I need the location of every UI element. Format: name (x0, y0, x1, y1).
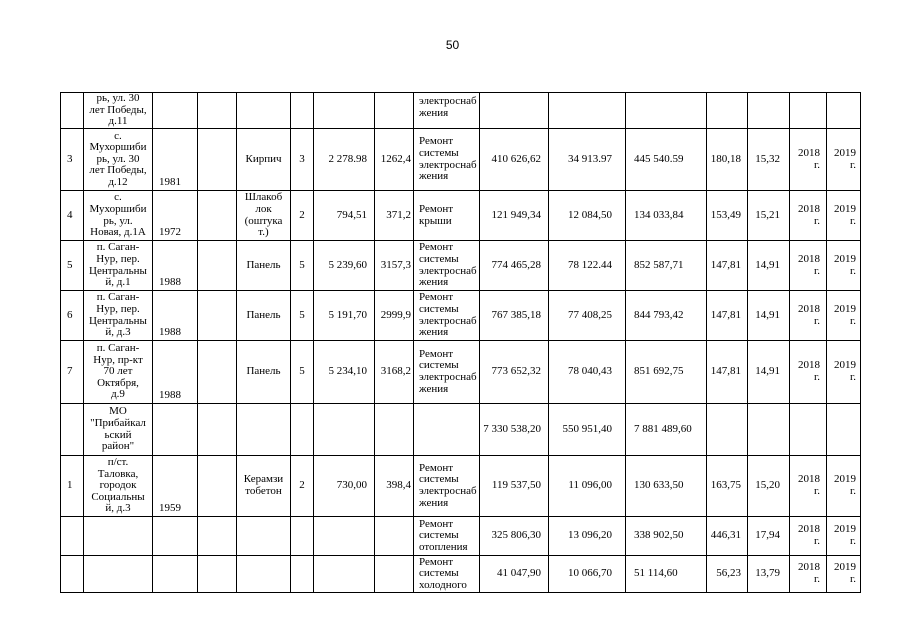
cell-rate: 15,32 (748, 129, 790, 191)
cell-cost-2: 78 122.44 (549, 241, 626, 291)
cell-address: рь, ул. 30 лет Победы, д.11 (84, 93, 153, 129)
cell-year-start: 2018 г. (790, 241, 827, 291)
cell-wall-material: Керамзи тобетон (237, 456, 291, 517)
cell-wall-material: Панель (237, 341, 291, 404)
table-row (61, 191, 861, 241)
cell-cost-2: 13 096,20 (549, 517, 626, 556)
cell-cost-1: 767 385,18 (480, 291, 549, 341)
cell-area-2 (375, 517, 414, 556)
cell-work-type: Ремонт системы электроснаб жения (414, 129, 480, 191)
cell-year-built (153, 556, 198, 593)
cell-address: с. Мухоршиби рь, ул. 30 лет Победы, д.12 (84, 129, 153, 191)
cell-blank (198, 404, 237, 456)
cell-year-end: 2019 г. (827, 517, 861, 556)
cell-year-start: 2018 г. (790, 517, 827, 556)
cell-year-built (153, 404, 198, 456)
cell-cost-per-m2: 147,81 (707, 291, 748, 341)
cell-area: 5 239,60 (314, 241, 375, 291)
cell-wall-material: Шлакоб лок (оштука т.) (237, 191, 291, 241)
cell-cost-total: 51 114,60 (626, 556, 707, 593)
cell-year-built: 1988 (153, 291, 198, 341)
cell-year-end: 2019 г. (827, 191, 861, 241)
cell-floors (291, 404, 314, 456)
cell-cost-2: 550 951,40 (549, 404, 626, 456)
cell-area-2: 3157,3 (375, 241, 414, 291)
cell-floors (291, 556, 314, 593)
cell-rate: 14,91 (748, 341, 790, 404)
cell-cost-total: 852 587,71 (626, 241, 707, 291)
cell-blank (198, 191, 237, 241)
cell-cost-per-m2: 446,31 (707, 517, 748, 556)
cell-row-number: 5 (61, 241, 84, 291)
cell-work-type: Ремонт системы электроснаб жения (414, 341, 480, 404)
table-row (61, 556, 861, 593)
cell-wall-material (237, 93, 291, 129)
cell-floors (291, 517, 314, 556)
cell-wall-material (237, 517, 291, 556)
cell-floors: 2 (291, 456, 314, 517)
cell-year-built: 1959 (153, 456, 198, 517)
cell-address: п. Саган- Нур, пр-кт 70 лет Октября, д.9 (84, 341, 153, 404)
cell-floors: 2 (291, 191, 314, 241)
cell-address: п. Саган- Нур, пер. Центральны й, д.1 (84, 241, 153, 291)
cell-floors: 5 (291, 291, 314, 341)
cell-year-built: 1972 (153, 191, 198, 241)
cell-work-type: Ремонт системы отопления (414, 517, 480, 556)
cell-year-end: 2019 г. (827, 241, 861, 291)
cell-cost-2 (549, 93, 626, 129)
cell-cost-total: 844 793,42 (626, 291, 707, 341)
cell-year-built: 1988 (153, 241, 198, 291)
cell-year-end: 2019 г. (827, 291, 861, 341)
cell-cost-2: 78 040,43 (549, 341, 626, 404)
cell-row-number: 1 (61, 456, 84, 517)
cell-floors: 5 (291, 241, 314, 291)
cell-area: 2 278.98 (314, 129, 375, 191)
cell-work-type: Ремонт системы электроснаб жения (414, 456, 480, 517)
cell-cost-1: 119 537,50 (480, 456, 549, 517)
cell-cost-per-m2: 163,75 (707, 456, 748, 517)
table-row (61, 341, 861, 404)
cell-address: п/ст. Таловка, городок Социальны й, д.3 (84, 456, 153, 517)
cell-cost-1: 7 330 538,20 (480, 404, 549, 456)
table-row (61, 241, 861, 291)
cell-wall-material (237, 556, 291, 593)
cell-year-start: 2018 г. (790, 556, 827, 593)
cell-cost-per-m2: 153,49 (707, 191, 748, 241)
cell-cost-1: 121 949,34 (480, 191, 549, 241)
cell-cost-1 (480, 93, 549, 129)
cell-wall-material: Панель (237, 241, 291, 291)
cell-address: с. Мухоршиби рь, ул. Новая, д.1А (84, 191, 153, 241)
table-body (61, 93, 861, 593)
cell-rate: 15,20 (748, 456, 790, 517)
cell-cost-total: 851 692,75 (626, 341, 707, 404)
cell-blank (198, 129, 237, 191)
cell-cost-2: 12 084,50 (549, 191, 626, 241)
cell-area-2: 3168,2 (375, 341, 414, 404)
cell-address (84, 517, 153, 556)
cell-year-built (153, 93, 198, 129)
cell-row-number (61, 517, 84, 556)
cell-year-start: 2018 г. (790, 129, 827, 191)
cell-rate: 13,79 (748, 556, 790, 593)
cell-blank (198, 456, 237, 517)
cell-floors: 5 (291, 341, 314, 404)
table-row (61, 291, 861, 341)
cell-year-end: 2019 г. (827, 456, 861, 517)
cell-rate (748, 404, 790, 456)
cell-cost-total: 130 633,50 (626, 456, 707, 517)
cell-row-number: 7 (61, 341, 84, 404)
cell-blank (198, 241, 237, 291)
cell-area-2: 371,2 (375, 191, 414, 241)
cell-year-built: 1981 (153, 129, 198, 191)
cell-cost-per-m2: 56,23 (707, 556, 748, 593)
cell-area-2: 398,4 (375, 456, 414, 517)
cell-area: 5 234,10 (314, 341, 375, 404)
cell-wall-material: Панель (237, 291, 291, 341)
cell-wall-material: Кирпич (237, 129, 291, 191)
table-row (61, 129, 861, 191)
cell-address: МО "Прибайкал ьский район" (84, 404, 153, 456)
cell-cost-per-m2: 147,81 (707, 341, 748, 404)
cell-row-number (61, 556, 84, 593)
cell-row-number: 6 (61, 291, 84, 341)
cell-work-type: электроснаб жения (414, 93, 480, 129)
cell-cost-1: 774 465,28 (480, 241, 549, 291)
cell-row-number (61, 93, 84, 129)
cell-cost-total (626, 93, 707, 129)
cell-year-end: 2019 г. (827, 341, 861, 404)
cell-year-start: 2018 г. (790, 291, 827, 341)
cell-cost-1: 773 652,32 (480, 341, 549, 404)
cell-row-number (61, 404, 84, 456)
cell-year-end: 2019 г. (827, 129, 861, 191)
data-table (60, 92, 861, 593)
cell-area-2 (375, 404, 414, 456)
cell-area-2: 2999,9 (375, 291, 414, 341)
cell-cost-1: 325 806,30 (480, 517, 549, 556)
cell-year-end (827, 404, 861, 456)
cell-work-type: Ремонт системы электроснаб жения (414, 241, 480, 291)
cell-wall-material (237, 404, 291, 456)
cell-area: 5 191,70 (314, 291, 375, 341)
cell-year-start: 2018 г. (790, 456, 827, 517)
cell-area (314, 404, 375, 456)
cell-blank (198, 341, 237, 404)
cell-work-type (414, 404, 480, 456)
cell-area-2 (375, 556, 414, 593)
cell-year-start (790, 93, 827, 129)
cell-year-built: 1988 (153, 341, 198, 404)
cell-cost-1: 41 047,90 (480, 556, 549, 593)
cell-area (314, 517, 375, 556)
cell-cost-1: 410 626,62 (480, 129, 549, 191)
cell-row-number: 4 (61, 191, 84, 241)
table-row-district-total (61, 404, 861, 456)
cell-rate: 15,21 (748, 191, 790, 241)
cell-cost-total: 445 540.59 (626, 129, 707, 191)
cell-cost-2: 11 096,00 (549, 456, 626, 517)
cell-rate (748, 93, 790, 129)
cell-cost-total: 7 881 489,60 (626, 404, 707, 456)
table-row (61, 456, 861, 517)
cell-blank (198, 517, 237, 556)
cell-year-start: 2018 г. (790, 341, 827, 404)
cell-work-type: Ремонт системы электроснаб жения (414, 291, 480, 341)
cell-area: 794,51 (314, 191, 375, 241)
cell-cost-per-m2: 180,18 (707, 129, 748, 191)
cell-rate: 17,94 (748, 517, 790, 556)
cell-year-start (790, 404, 827, 456)
cell-area (314, 556, 375, 593)
cell-blank (198, 291, 237, 341)
cell-rate: 14,91 (748, 241, 790, 291)
cell-work-type: Ремонт крыши (414, 191, 480, 241)
page-number: 50 (445, 38, 460, 52)
cell-cost-total: 338 902,50 (626, 517, 707, 556)
cell-area-2: 1262,4 (375, 129, 414, 191)
cell-work-type: Ремонт системы холодного (414, 556, 480, 593)
cell-year-end: 2019 г. (827, 556, 861, 593)
cell-rate: 14,91 (748, 291, 790, 341)
cell-cost-per-m2: 147,81 (707, 241, 748, 291)
cell-floors (291, 93, 314, 129)
cell-cost-2: 10 066,70 (549, 556, 626, 593)
cell-address (84, 556, 153, 593)
cell-area-2 (375, 93, 414, 129)
cell-floors: 3 (291, 129, 314, 191)
cell-cost-2: 77 408,25 (549, 291, 626, 341)
cell-cost-total: 134 033,84 (626, 191, 707, 241)
table-row (61, 93, 861, 129)
cell-row-number: 3 (61, 129, 84, 191)
cell-year-start: 2018 г. (790, 191, 827, 241)
cell-cost-2: 34 913.97 (549, 129, 626, 191)
table-row (61, 517, 861, 556)
cell-area: 730,00 (314, 456, 375, 517)
cell-year-built (153, 517, 198, 556)
cell-area (314, 93, 375, 129)
cell-blank (198, 93, 237, 129)
cell-cost-per-m2 (707, 404, 748, 456)
cell-cost-per-m2 (707, 93, 748, 129)
cell-address: п. Саган- Нур, пер. Центральны й, д.3 (84, 291, 153, 341)
cell-blank (198, 556, 237, 593)
cell-year-end (827, 93, 861, 129)
